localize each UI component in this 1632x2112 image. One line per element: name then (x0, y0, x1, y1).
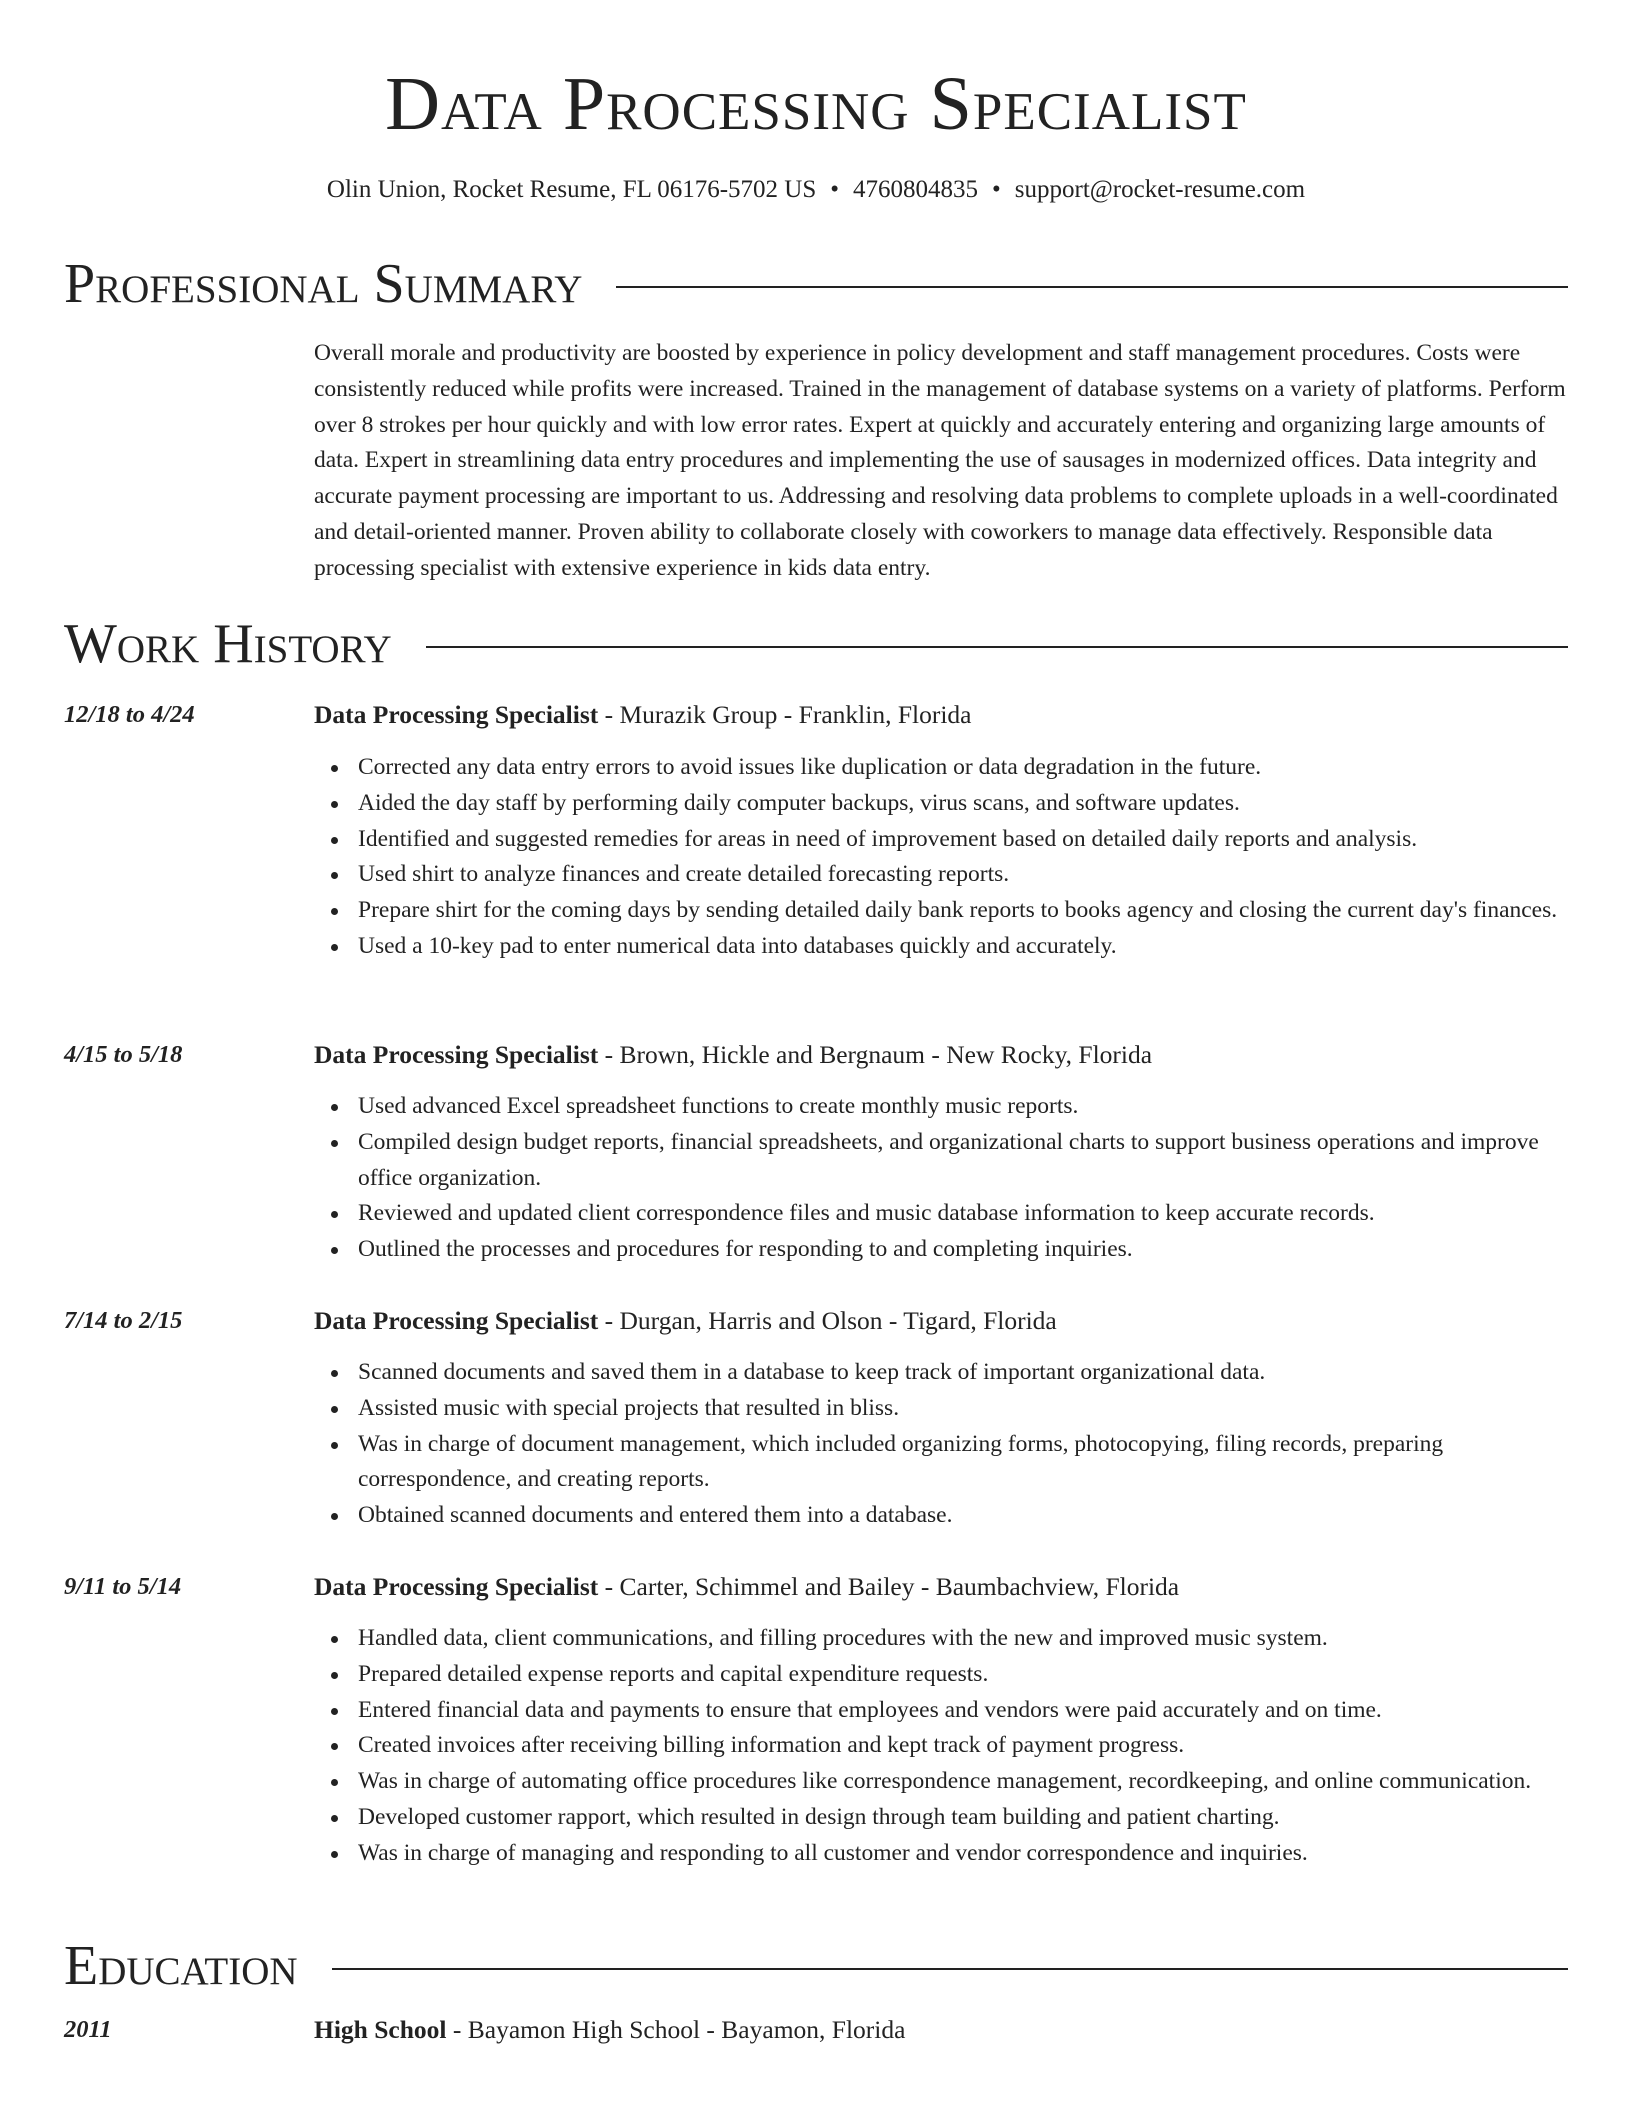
list-item: Aided the day staff by performing daily computer backups, virus scans, and software updates. (358, 786, 1568, 822)
list-item: Used advanced Excel spreadsheet functions to create monthly music reports. (358, 1089, 1568, 1125)
job-employer: - Carter, Schimmel and Bailey - Baumbachview, Florida (598, 1572, 1180, 1601)
job-employer: - Durgan, Harris and Olson - Tigard, Florida (598, 1306, 1057, 1335)
job-role: Data Processing Specialist (314, 1040, 599, 1069)
education-year: 2011 (64, 2016, 112, 2043)
job-bullets (314, 1089, 1568, 1268)
contact-line (0, 173, 1632, 207)
job-role: Data Processing Specialist (314, 700, 599, 729)
job-employer: - Murazik Group - Franklin, Florida (598, 700, 972, 729)
list-item: Was in charge of document management, which included organizing forms, photocopying, filing records, preparing correspondence, and creating reports. (358, 1427, 1568, 1499)
list-item: Assisted music with special projects that resulted in bliss. (358, 1391, 1568, 1427)
job-title-line (314, 697, 1568, 733)
contact-address: Olin Union, Rocket Resume, FL 06176-5702 US (326, 176, 817, 203)
job-employer: - Brown, Hickle and Bergnaum - New Rocky, Florida (598, 1040, 1153, 1069)
job-dates: 4/15 to 5/18 (64, 1041, 183, 1068)
section-divider (426, 646, 1568, 648)
contact-email: support@rocket-resume.com (1014, 176, 1306, 203)
section-divider (616, 286, 1568, 288)
job-dates: 9/11 to 5/14 (64, 1573, 182, 1600)
list-item: Used a 10-key pad to enter numerical data into databases quickly and accurately. (358, 929, 1568, 965)
job-dates: 7/14 to 2/15 (64, 1307, 183, 1334)
job-bullets (314, 750, 1568, 965)
work-heading: Work History (64, 613, 392, 675)
list-item: Outlined the processes and procedures for responding to and completing inquiries. (358, 1232, 1568, 1268)
education-line (314, 2012, 1568, 2048)
work-section-header (64, 612, 1568, 676)
job-title-line (314, 1303, 1568, 1339)
job-title-line (314, 1569, 1568, 1605)
education-school: - Bayamon High School - Bayamon, Florida (446, 2015, 906, 2044)
list-item: Prepare shirt for the coming days by sending detailed daily bank reports to books agency and closing the current day's finances. (358, 893, 1568, 929)
list-item: Developed customer rapport, which resulted in design through team building and patient charting. (358, 1800, 1568, 1836)
list-item: Created invoices after receiving billing information and kept track of payment progress. (358, 1728, 1568, 1764)
summary-section-header (64, 252, 1568, 316)
summary-heading: Professional Summary (64, 253, 583, 315)
list-item: Was in charge of managing and responding to all customer and vendor correspondence and inquiries. (358, 1836, 1568, 1872)
list-item: Compiled design budget reports, financial spreadsheets, and organizational charts to support business operations and improve office organization. (358, 1125, 1568, 1197)
contact-separator: • (992, 176, 1001, 203)
list-item: Used shirt to analyze finances and create detailed forecasting reports. (358, 857, 1568, 893)
job-bullets (314, 1621, 1568, 1872)
list-item: Identified and suggested remedies for areas in need of improvement based on detailed daily reports and analysis. (358, 822, 1568, 858)
contact-phone: 4760804835 (853, 176, 979, 203)
section-divider (332, 1968, 1568, 1970)
education-degree: High School (314, 2015, 447, 2044)
list-item: Prepared detailed expense reports and capital expenditure requests. (358, 1657, 1568, 1693)
list-item: Handled data, client communications, and filling procedures with the new and improved music system. (358, 1621, 1568, 1657)
list-item: Was in charge of automating office procedures like correspondence management, recordkeeping, and online communication. (358, 1764, 1568, 1800)
job-bullets (314, 1355, 1568, 1534)
resume-name: Data Processing Specialist (385, 62, 1247, 146)
list-item: Corrected any data entry errors to avoid issues like duplication or data degradation in the future. (358, 750, 1568, 786)
job-dates: 12/18 to 4/24 (64, 701, 195, 728)
list-item: Scanned documents and saved them in a database to keep track of important organizational data. (358, 1355, 1568, 1391)
list-item: Entered financial data and payments to ensure that employees and vendors were paid accurately and on time. (358, 1693, 1568, 1729)
list-item: Obtained scanned documents and entered them into a database. (358, 1498, 1568, 1534)
summary-text: Overall morale and productivity are boosted by experience in policy development and staff management procedures. Costs were consistently reduced while profits were increased. Trained in the management of database systems on a variety of platforms. Perform over 8 strokes per hour quickly and with low error rates. Expert at quickly and accurately entering and organizing large amounts of data. Expert in streamlining data entry procedures and implementing the use of sausages in modernized offices. Data integrity and accurate payment processing are important to us. Addressing and resolving data problems to complete uploads in a well-coordinated and detail-oriented manner. Proven ability to collaborate closely with coworkers to manage data effectively. Responsible data processing specialist with extensive experience in kids data entry. (314, 340, 1566, 581)
education-heading: Education (64, 1935, 298, 1997)
job-role: Data Processing Specialist (314, 1306, 599, 1335)
contact-separator: • (830, 176, 840, 203)
job-role: Data Processing Specialist (314, 1572, 599, 1601)
education-section-header (64, 1934, 1568, 1998)
list-item: Reviewed and updated client correspondence files and music database information to keep accurate records. (358, 1196, 1568, 1232)
job-title-line (314, 1037, 1568, 1073)
